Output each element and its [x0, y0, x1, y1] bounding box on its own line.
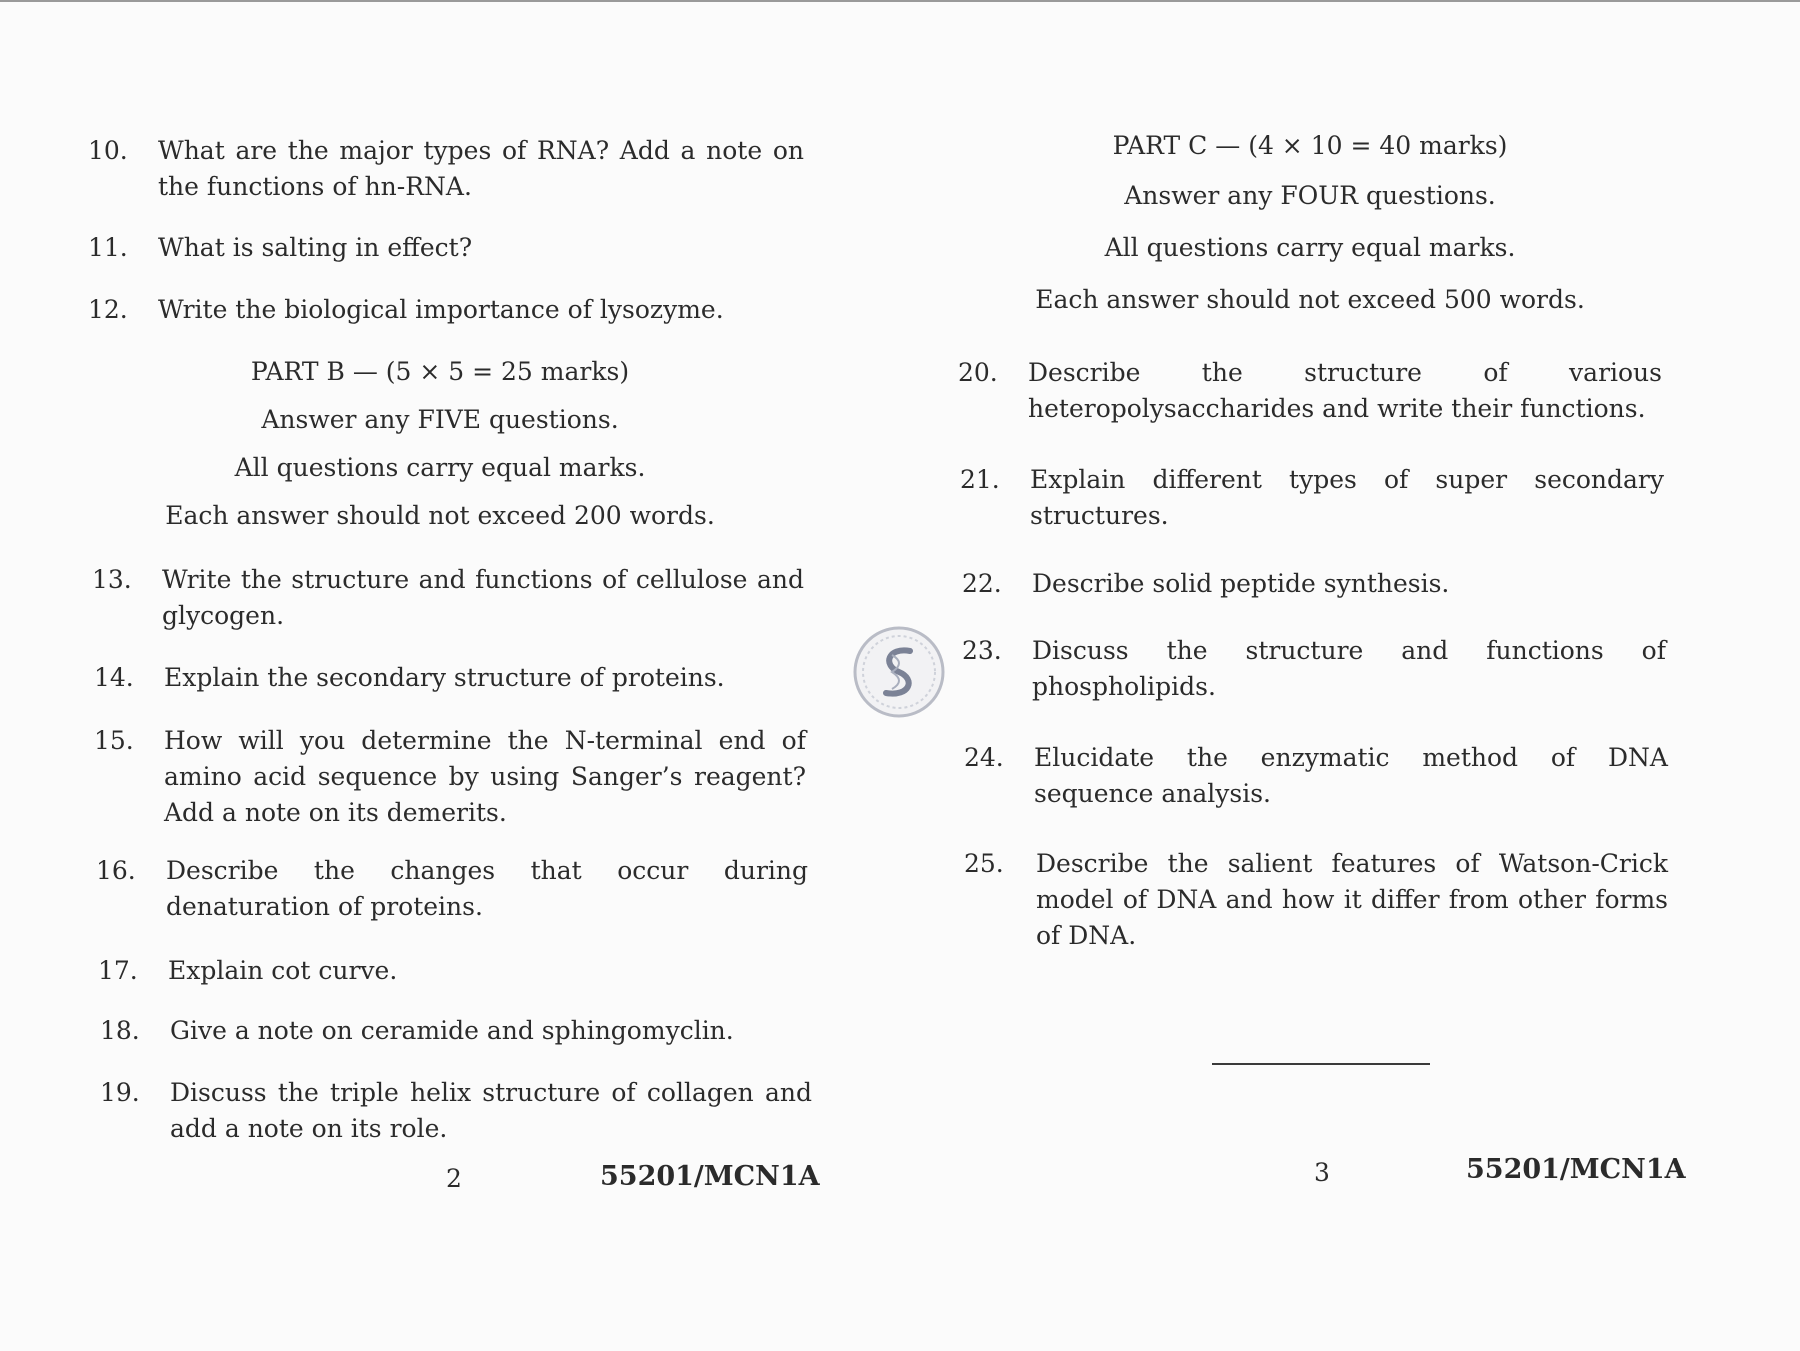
question-number: 19.: [100, 1078, 140, 1107]
question-14: [94, 660, 806, 696]
question-10: [88, 133, 804, 205]
question-text: Give a note on ceramide and sphingomyclin.: [170, 1016, 734, 1045]
question-15: [94, 723, 806, 831]
question-number: 18.: [100, 1016, 140, 1045]
question-text: Describe solid peptide synthesis.: [1032, 569, 1450, 598]
question-text: Write the structure and functions of cellulose and glycogen.: [162, 565, 804, 630]
question-text: What are the major types of RNA? Add a note on the functions of hn-RNA.: [158, 136, 804, 201]
part-b-instruction-1: Answer any FIVE questions.: [261, 405, 619, 434]
question-number: 10.: [88, 136, 128, 165]
question-number: 13.: [92, 565, 132, 594]
question-12: [88, 292, 804, 328]
page-number-right: 3: [1314, 1158, 1330, 1187]
question-13: [92, 562, 804, 634]
question-25: [964, 846, 1668, 954]
question-number: 16.: [96, 856, 136, 885]
question-24: [964, 740, 1668, 812]
part-c-title: PART C — (4 × 10 = 40 marks): [1112, 131, 1508, 160]
question-text: Explain the secondary structure of proteins.: [164, 663, 725, 692]
question-text: Describe the structure of various heteropolysaccharides and write their functions.: [1028, 358, 1662, 423]
watermark-seal: [852, 625, 946, 719]
question-number: 22.: [962, 569, 1002, 598]
question-11: [88, 230, 804, 266]
question-text: Describe the salient features of Watson-Crick model of DNA and how it differ from other forms of DNA.: [1036, 849, 1668, 950]
question-23: [962, 633, 1666, 705]
question-number: 25.: [964, 849, 1004, 878]
question-text: How will you determine the N-terminal end of amino acid sequence by using Sanger’s reagent? Add a note on its demerits.: [164, 726, 806, 827]
question-17: [98, 953, 810, 989]
question-text: Elucidate the enzymatic method of DNA sequence analysis.: [1034, 743, 1668, 808]
question-text: Write the biological importance of lysozyme.: [158, 295, 724, 324]
end-of-paper-rule: [1212, 1063, 1430, 1065]
question-number: 17.: [98, 956, 138, 985]
top-rule: [0, 0, 1800, 2]
part-c-instruction-2: All questions carry equal marks.: [1104, 233, 1516, 262]
paper-code-right: 55201/MCN1A: [1466, 1154, 1686, 1185]
question-number: 12.: [88, 295, 128, 324]
question-number: 11.: [88, 233, 128, 262]
dna-seal-icon: [852, 625, 946, 719]
part-c-instruction-3: Each answer should not exceed 500 words.: [1035, 285, 1585, 314]
question-text: What is salting in effect?: [158, 233, 473, 262]
question-number: 21.: [960, 465, 1000, 494]
question-number: 24.: [964, 743, 1004, 772]
part-b-instruction-2: All questions carry equal marks.: [234, 453, 646, 482]
question-text: Describe the changes that occur during denaturation of proteins.: [166, 856, 808, 921]
question-number: 15.: [94, 726, 134, 755]
part-c-instruction-1: Answer any FOUR questions.: [1124, 181, 1496, 210]
question-text: Explain cot curve.: [168, 956, 398, 985]
question-text: Discuss the triple helix structure of collagen and add a note on its role.: [170, 1078, 812, 1143]
question-21: [960, 462, 1664, 534]
part-b-instruction-3: Each answer should not exceed 200 words.: [165, 501, 715, 530]
question-text: Discuss the structure and functions of phospholipids.: [1032, 636, 1666, 701]
paper-code-left: 55201/MCN1A: [600, 1161, 820, 1192]
page-number-left: 2: [446, 1164, 462, 1193]
question-text: Explain different types of super secondary structures.: [1030, 465, 1664, 530]
question-number: 20.: [958, 358, 998, 387]
question-number: 14.: [94, 663, 134, 692]
question-16: [96, 853, 808, 925]
question-20: [958, 355, 1662, 427]
question-19: [100, 1075, 812, 1147]
question-18: [100, 1013, 812, 1049]
part-b-title: PART B — (5 × 5 = 25 marks): [250, 357, 630, 386]
question-number: 23.: [962, 636, 1002, 665]
question-22: [962, 566, 1666, 602]
